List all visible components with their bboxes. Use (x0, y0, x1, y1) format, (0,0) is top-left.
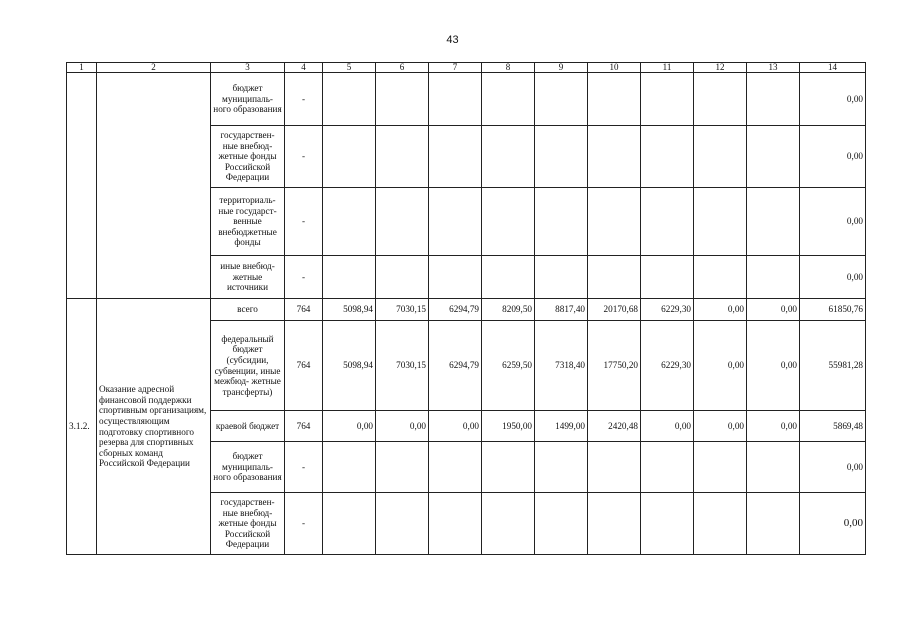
value-cell: 8209,50 (482, 299, 535, 321)
value-cell: 0,00 (747, 299, 800, 321)
source-cell: всего (211, 299, 285, 321)
value-cell (429, 442, 482, 493)
value-cell: 7030,15 (376, 299, 429, 321)
value-cell (482, 188, 535, 256)
source-cell: государствен- ные внебюд- жетные фонды Российской Федерации (211, 493, 285, 555)
value-cell (376, 442, 429, 493)
value-cell: 1499,00 (535, 411, 588, 442)
total-cell: 0,00 (800, 493, 866, 555)
value-cell (694, 256, 747, 299)
value-cell: 6229,30 (641, 299, 694, 321)
value-cell (376, 493, 429, 555)
value-cell (376, 73, 429, 126)
value-cell: 6294,79 (429, 321, 482, 411)
value-cell (641, 126, 694, 188)
source-cell: государствен- ные внебюд- жетные фонды Российской Федерации (211, 126, 285, 188)
source-cell: краевой бюджет (211, 411, 285, 442)
value-cell (482, 493, 535, 555)
value-cell: 5098,94 (323, 299, 376, 321)
column-number-row (67, 63, 866, 73)
value-cell (747, 493, 800, 555)
column-header: 13 (747, 63, 800, 73)
value-cell (429, 256, 482, 299)
value-cell: 0,00 (323, 411, 376, 442)
value-cell (376, 188, 429, 256)
value-cell (535, 442, 588, 493)
value-cell: 6259,50 (482, 321, 535, 411)
value-cell (535, 126, 588, 188)
value-cell (588, 256, 641, 299)
description-cell (97, 73, 211, 299)
value-cell (641, 442, 694, 493)
value-cell (588, 188, 641, 256)
code-cell: - (285, 188, 323, 256)
value-cell (323, 126, 376, 188)
value-cell (482, 442, 535, 493)
total-cell: 0,00 (800, 126, 866, 188)
code-cell: - (285, 126, 323, 188)
total-cell: 5869,48 (800, 411, 866, 442)
value-cell: 0,00 (429, 411, 482, 442)
value-cell (482, 256, 535, 299)
value-cell: 0,00 (694, 321, 747, 411)
value-cell (323, 493, 376, 555)
value-cell: 5098,94 (323, 321, 376, 411)
column-header: 2 (97, 63, 211, 73)
value-cell: 0,00 (747, 411, 800, 442)
code-cell: - (285, 442, 323, 493)
column-header: 11 (641, 63, 694, 73)
total-cell: 0,00 (800, 442, 866, 493)
total-cell: 0,00 (800, 73, 866, 126)
value-cell (694, 126, 747, 188)
column-header: 7 (429, 63, 482, 73)
source-cell: федеральный бюджет (субсидии, субвенции, иные межбюд- жетные трансферты) (211, 321, 285, 411)
source-cell: бюджет муниципаль- ного образования (211, 442, 285, 493)
value-cell: 0,00 (747, 321, 800, 411)
source-cell: бюджет муниципаль- ного образования (211, 73, 285, 126)
value-cell (747, 73, 800, 126)
value-cell (535, 256, 588, 299)
value-cell (535, 73, 588, 126)
code-cell: - (285, 73, 323, 126)
column-header: 12 (694, 63, 747, 73)
value-cell (694, 188, 747, 256)
column-header: 9 (535, 63, 588, 73)
value-cell: 17750,20 (588, 321, 641, 411)
code-cell: - (285, 493, 323, 555)
column-header: 1 (67, 63, 97, 73)
value-cell (429, 126, 482, 188)
total-cell: 0,00 (800, 256, 866, 299)
total-cell: 0,00 (800, 188, 866, 256)
value-cell: 6229,30 (641, 321, 694, 411)
source-cell: иные внебюд- жетные источники (211, 256, 285, 299)
value-cell (588, 73, 641, 126)
total-cell: 61850,76 (800, 299, 866, 321)
value-cell (323, 442, 376, 493)
code-cell: 764 (285, 411, 323, 442)
source-cell: территориаль- ные государст- венные внебюджетные фонды (211, 188, 285, 256)
column-header: 14 (800, 63, 866, 73)
value-cell: 7318,40 (535, 321, 588, 411)
budget-table (66, 62, 866, 555)
item-number-cell (67, 73, 97, 299)
column-header: 10 (588, 63, 641, 73)
value-cell: 0,00 (641, 411, 694, 442)
column-header: 4 (285, 63, 323, 73)
value-cell (641, 493, 694, 555)
value-cell (747, 256, 800, 299)
value-cell (323, 188, 376, 256)
value-cell (376, 256, 429, 299)
value-cell (429, 188, 482, 256)
value-cell (429, 73, 482, 126)
value-cell (482, 73, 535, 126)
code-cell: 764 (285, 321, 323, 411)
value-cell (588, 126, 641, 188)
value-cell: 0,00 (694, 411, 747, 442)
value-cell (323, 73, 376, 126)
value-cell (641, 256, 694, 299)
value-cell (694, 442, 747, 493)
value-cell (429, 493, 482, 555)
value-cell: 0,00 (376, 411, 429, 442)
value-cell: 6294,79 (429, 299, 482, 321)
value-cell (747, 126, 800, 188)
code-cell: 764 (285, 299, 323, 321)
value-cell (482, 126, 535, 188)
column-header: 3 (211, 63, 285, 73)
page-number: 43 (446, 34, 459, 46)
value-cell (376, 126, 429, 188)
value-cell: 2420,48 (588, 411, 641, 442)
value-cell (588, 442, 641, 493)
code-cell: - (285, 256, 323, 299)
value-cell (694, 73, 747, 126)
value-cell (535, 188, 588, 256)
value-cell (747, 188, 800, 256)
value-cell (323, 256, 376, 299)
value-cell (694, 493, 747, 555)
total-cell: 55981,28 (800, 321, 866, 411)
column-header: 6 (376, 63, 429, 73)
value-cell: 0,00 (694, 299, 747, 321)
value-cell (535, 493, 588, 555)
value-cell (641, 73, 694, 126)
table-row (67, 73, 866, 126)
value-cell (641, 188, 694, 256)
value-cell: 8817,40 (535, 299, 588, 321)
column-header: 8 (482, 63, 535, 73)
value-cell (747, 442, 800, 493)
column-header: 5 (323, 63, 376, 73)
description-cell: Оказание адресной финансовой поддержки спортивным организациям, осуществляющим подготовку спортивного резерва для спортивных сборных команд Российской Федерации (97, 299, 211, 555)
table-row (67, 299, 866, 321)
item-number-cell: 3.1.2. (67, 299, 97, 555)
value-cell: 7030,15 (376, 321, 429, 411)
value-cell: 20170,68 (588, 299, 641, 321)
value-cell (588, 493, 641, 555)
value-cell: 1950,00 (482, 411, 535, 442)
